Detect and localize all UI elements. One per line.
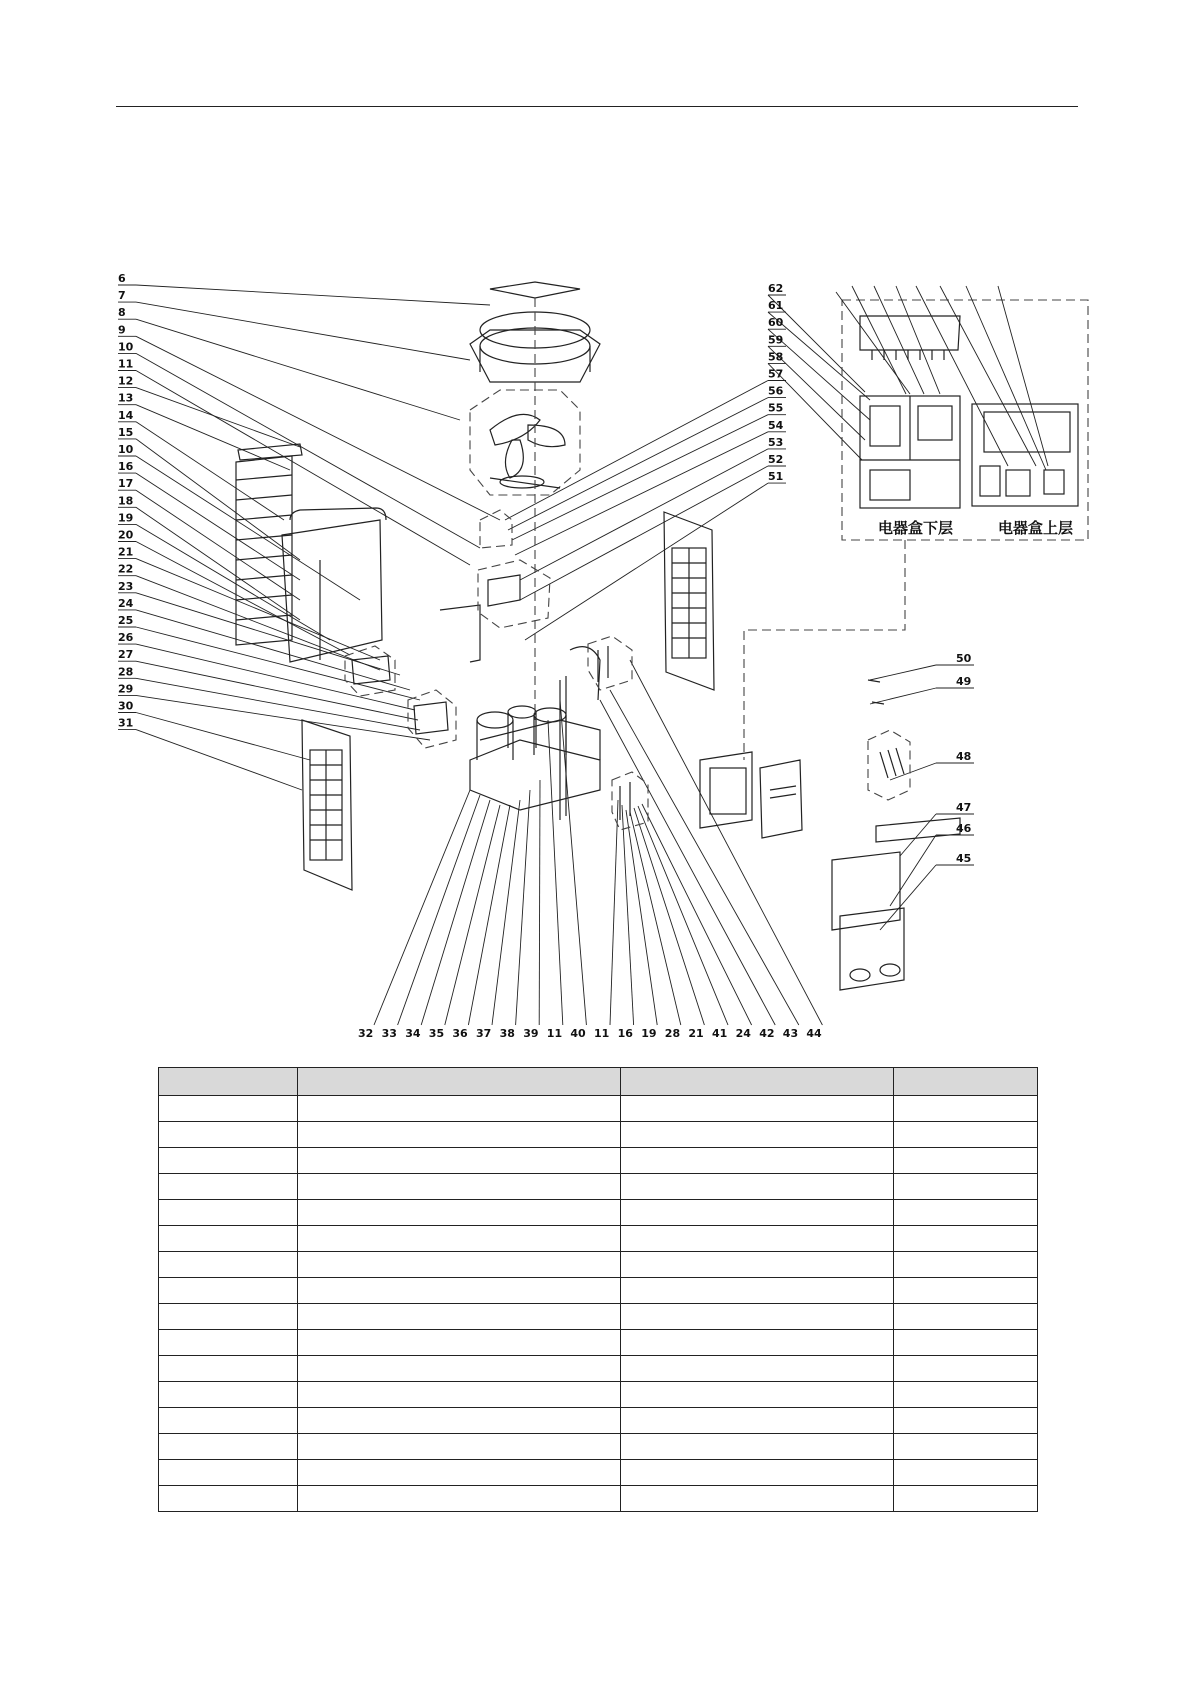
table-cell xyxy=(894,1174,1038,1200)
leader-line xyxy=(136,542,350,656)
callout-label: 11 xyxy=(594,1027,610,1040)
control-box-drawing xyxy=(700,680,960,990)
callout-label: 24 xyxy=(118,596,134,610)
table-cell xyxy=(894,1200,1038,1226)
table-cell xyxy=(159,1252,298,1278)
callout-label: 40 xyxy=(570,1027,586,1040)
callout-label: 10 xyxy=(118,443,134,456)
table-cell xyxy=(159,1226,298,1252)
leader-line xyxy=(520,466,768,600)
leader-line xyxy=(560,700,586,1025)
callout-label: 21 xyxy=(118,545,134,559)
callout-label: 50 xyxy=(956,652,972,665)
callout-label: 9 xyxy=(118,323,126,337)
callout-label: 15 xyxy=(118,425,134,439)
callout-label: 28 xyxy=(118,665,134,679)
leader-line xyxy=(870,688,936,704)
leader-line xyxy=(600,700,775,1025)
table-cell xyxy=(159,1174,298,1200)
table-header-cell xyxy=(159,1068,298,1096)
callout-label: 55 xyxy=(768,401,784,415)
leader-line xyxy=(136,644,415,710)
electric-box-lower-label: 电器盒下层 xyxy=(878,519,954,537)
left-coil-drawing xyxy=(236,444,480,662)
table-cell xyxy=(621,1148,894,1174)
callout-label: 11 xyxy=(118,357,134,371)
callout-label: 6 xyxy=(118,272,126,285)
callout-label: 62 xyxy=(768,282,784,295)
leader-line xyxy=(421,800,490,1025)
table-row xyxy=(159,1486,1038,1512)
table-row xyxy=(159,1382,1038,1408)
table-row xyxy=(159,1096,1038,1122)
callout-label: 54 xyxy=(768,418,784,432)
table-cell xyxy=(621,1226,894,1252)
callout-label: 45 xyxy=(956,852,972,865)
table-cell xyxy=(159,1200,298,1226)
callout-label: 23 xyxy=(118,579,134,593)
table-cell xyxy=(159,1356,298,1382)
table-row xyxy=(159,1174,1038,1200)
callout-label: 53 xyxy=(768,435,784,449)
leader-line xyxy=(515,432,768,555)
callout-label: 16 xyxy=(617,1027,633,1040)
table-cell xyxy=(894,1434,1038,1460)
table-row xyxy=(159,1460,1038,1486)
callout-label: 42 xyxy=(759,1027,775,1040)
callout-label: 16 xyxy=(118,460,134,474)
table-cell xyxy=(894,1460,1038,1486)
table-cell xyxy=(297,1304,621,1330)
table-cell xyxy=(621,1486,894,1512)
table-cell xyxy=(894,1408,1038,1434)
callout-label: 19 xyxy=(641,1027,657,1040)
table-cell xyxy=(297,1200,621,1226)
leader-line xyxy=(398,795,480,1025)
table-cell xyxy=(894,1122,1038,1148)
callout-label: 27 xyxy=(118,648,134,662)
leader-line xyxy=(630,812,681,1025)
parts-table xyxy=(158,1067,1038,1512)
table-cell xyxy=(621,1174,894,1200)
table-cell xyxy=(297,1486,621,1512)
leader-line xyxy=(880,865,936,930)
leader-line xyxy=(445,805,500,1025)
callout-label: 28 xyxy=(664,1027,681,1040)
table-row xyxy=(159,1122,1038,1148)
table-row xyxy=(159,1356,1038,1382)
callout-label: 35 xyxy=(428,1027,445,1040)
leader-line xyxy=(520,449,768,580)
leader-line xyxy=(870,665,936,680)
leader-line xyxy=(136,730,302,790)
table-cell xyxy=(159,1122,298,1148)
table-cell xyxy=(159,1486,298,1512)
table-cell xyxy=(621,1408,894,1434)
callout-label: 37 xyxy=(476,1027,492,1040)
table-header-row xyxy=(159,1068,1038,1096)
table-cell xyxy=(621,1434,894,1460)
leader-line xyxy=(136,695,430,740)
table-cell xyxy=(621,1200,894,1226)
table-cell xyxy=(159,1408,298,1434)
callout-label: 46 xyxy=(956,822,972,835)
callout-label: 34 xyxy=(405,1027,421,1040)
leader-line xyxy=(136,371,470,566)
leader-line xyxy=(492,800,520,1025)
table-cell xyxy=(297,1148,621,1174)
left-panel-drawing xyxy=(302,720,352,890)
table-header-cell xyxy=(297,1068,621,1096)
table-row xyxy=(159,1226,1038,1252)
callout-label: 7 xyxy=(118,289,126,303)
table-cell xyxy=(894,1330,1038,1356)
leader-line xyxy=(136,353,480,548)
table-cell xyxy=(894,1148,1038,1174)
table-cell xyxy=(297,1278,621,1304)
leader-line xyxy=(505,381,768,521)
bottom-callout-group xyxy=(358,660,822,1040)
callout-label: 31 xyxy=(118,716,134,730)
table-cell xyxy=(621,1096,894,1122)
leader-line xyxy=(512,415,768,540)
leader-line xyxy=(136,661,418,720)
table-cell xyxy=(621,1252,894,1278)
table-row xyxy=(159,1434,1038,1460)
callout-label: 56 xyxy=(768,384,784,398)
leader-line xyxy=(468,805,510,1025)
callout-label: 18 xyxy=(118,494,134,508)
leader-line xyxy=(136,559,380,660)
callout-label: 39 xyxy=(523,1027,539,1040)
table-row xyxy=(159,1148,1038,1174)
table-row xyxy=(159,1200,1038,1226)
leader-line xyxy=(630,660,822,1025)
leader-line xyxy=(508,398,768,530)
callout-label: 47 xyxy=(956,801,972,814)
leader-line xyxy=(642,804,752,1025)
leader-line xyxy=(610,690,799,1025)
table-cell xyxy=(894,1356,1038,1382)
table-header-cell xyxy=(621,1068,894,1096)
callout-label: 30 xyxy=(118,699,134,713)
table-cell xyxy=(621,1278,894,1304)
leader-line xyxy=(622,805,634,1025)
table-cell xyxy=(297,1434,621,1460)
callout-label: 10 xyxy=(118,340,134,354)
table-cell xyxy=(297,1330,621,1356)
table-cell xyxy=(894,1382,1038,1408)
table-cell xyxy=(297,1356,621,1382)
callout-label: 21 xyxy=(688,1027,704,1040)
callout-label: 32 xyxy=(358,1027,374,1040)
electric-box-upper-label: 电器盒上层 xyxy=(998,519,1074,537)
leader-line xyxy=(610,800,618,1025)
leader-line xyxy=(374,790,470,1025)
leader-line xyxy=(634,808,704,1025)
callout-label: 43 xyxy=(782,1027,799,1040)
table-cell xyxy=(621,1356,894,1382)
mid-callout-group xyxy=(870,652,974,930)
leader-line xyxy=(136,593,400,675)
table-body xyxy=(159,1096,1038,1512)
callout-label: 38 xyxy=(499,1027,515,1040)
callout-label: 13 xyxy=(118,391,134,405)
callout-label: 61 xyxy=(768,299,784,313)
callout-label: 19 xyxy=(118,511,134,525)
table-cell xyxy=(159,1278,298,1304)
leader-line xyxy=(638,806,728,1025)
callout-label: 11 xyxy=(546,1027,563,1040)
table-cell xyxy=(159,1330,298,1356)
callout-label: 36 xyxy=(452,1027,468,1040)
table-cell xyxy=(159,1434,298,1460)
table-cell xyxy=(159,1382,298,1408)
table-cell xyxy=(297,1174,621,1200)
callout-label: 41 xyxy=(712,1027,728,1040)
callout-label: 44 xyxy=(806,1027,822,1040)
table-header-cell xyxy=(894,1068,1038,1096)
callout-label: 25 xyxy=(118,614,134,627)
table-cell xyxy=(297,1408,621,1434)
table-cell xyxy=(621,1122,894,1148)
leader-line xyxy=(890,835,936,906)
callout-label: 57 xyxy=(768,367,784,381)
callout-label: 22 xyxy=(118,562,134,576)
right-callout-group xyxy=(505,282,870,640)
leader-line xyxy=(516,790,530,1025)
leader-line xyxy=(136,627,420,700)
leader-line xyxy=(525,483,768,640)
leader-line xyxy=(136,713,310,761)
table-cell xyxy=(894,1096,1038,1122)
leader-line xyxy=(890,763,936,780)
leader-line xyxy=(136,610,410,690)
callout-label: 60 xyxy=(768,316,784,330)
right-panel-drawing xyxy=(664,512,714,690)
table-cell xyxy=(159,1096,298,1122)
table-cell xyxy=(297,1460,621,1486)
callout-label: 26 xyxy=(118,631,134,645)
table-cell xyxy=(159,1304,298,1330)
table-cell xyxy=(894,1486,1038,1512)
table-cell xyxy=(297,1122,621,1148)
leader-line xyxy=(136,678,420,730)
table-cell xyxy=(297,1226,621,1252)
callout-label: 17 xyxy=(118,477,134,491)
table-cell xyxy=(297,1382,621,1408)
table-cell xyxy=(621,1304,894,1330)
callout-label: 49 xyxy=(956,675,972,688)
callout-label: 52 xyxy=(768,453,784,466)
fan-drawing xyxy=(470,390,580,495)
table-cell xyxy=(894,1278,1038,1304)
callout-label: 58 xyxy=(768,350,784,364)
table-row xyxy=(159,1330,1038,1356)
callout-label: 29 xyxy=(118,682,134,696)
callout-label: 20 xyxy=(118,528,134,542)
callout-label: 14 xyxy=(118,408,134,422)
callout-label: 24 xyxy=(735,1027,751,1040)
leader-line xyxy=(136,302,470,360)
table-cell xyxy=(894,1252,1038,1278)
table-cell xyxy=(894,1304,1038,1330)
table-cell xyxy=(297,1096,621,1122)
table-row xyxy=(159,1304,1038,1330)
electric-box-drawing xyxy=(836,286,1088,540)
table-cell xyxy=(621,1460,894,1486)
callout-label: 8 xyxy=(118,306,126,320)
table-cell xyxy=(297,1252,621,1278)
leader-line xyxy=(539,780,540,1025)
callout-label: 33 xyxy=(381,1027,397,1040)
callout-label: 59 xyxy=(768,333,784,347)
table-cell xyxy=(159,1460,298,1486)
callout-label: 48 xyxy=(956,750,972,763)
table-row xyxy=(159,1278,1038,1304)
table-cell xyxy=(621,1330,894,1356)
table-cell xyxy=(159,1148,298,1174)
table-cell xyxy=(621,1382,894,1408)
callout-label: 12 xyxy=(118,374,134,388)
callout-label: 51 xyxy=(768,470,784,484)
table-row xyxy=(159,1252,1038,1278)
table-cell xyxy=(894,1226,1038,1252)
leader-line xyxy=(136,285,490,305)
table-row xyxy=(159,1408,1038,1434)
